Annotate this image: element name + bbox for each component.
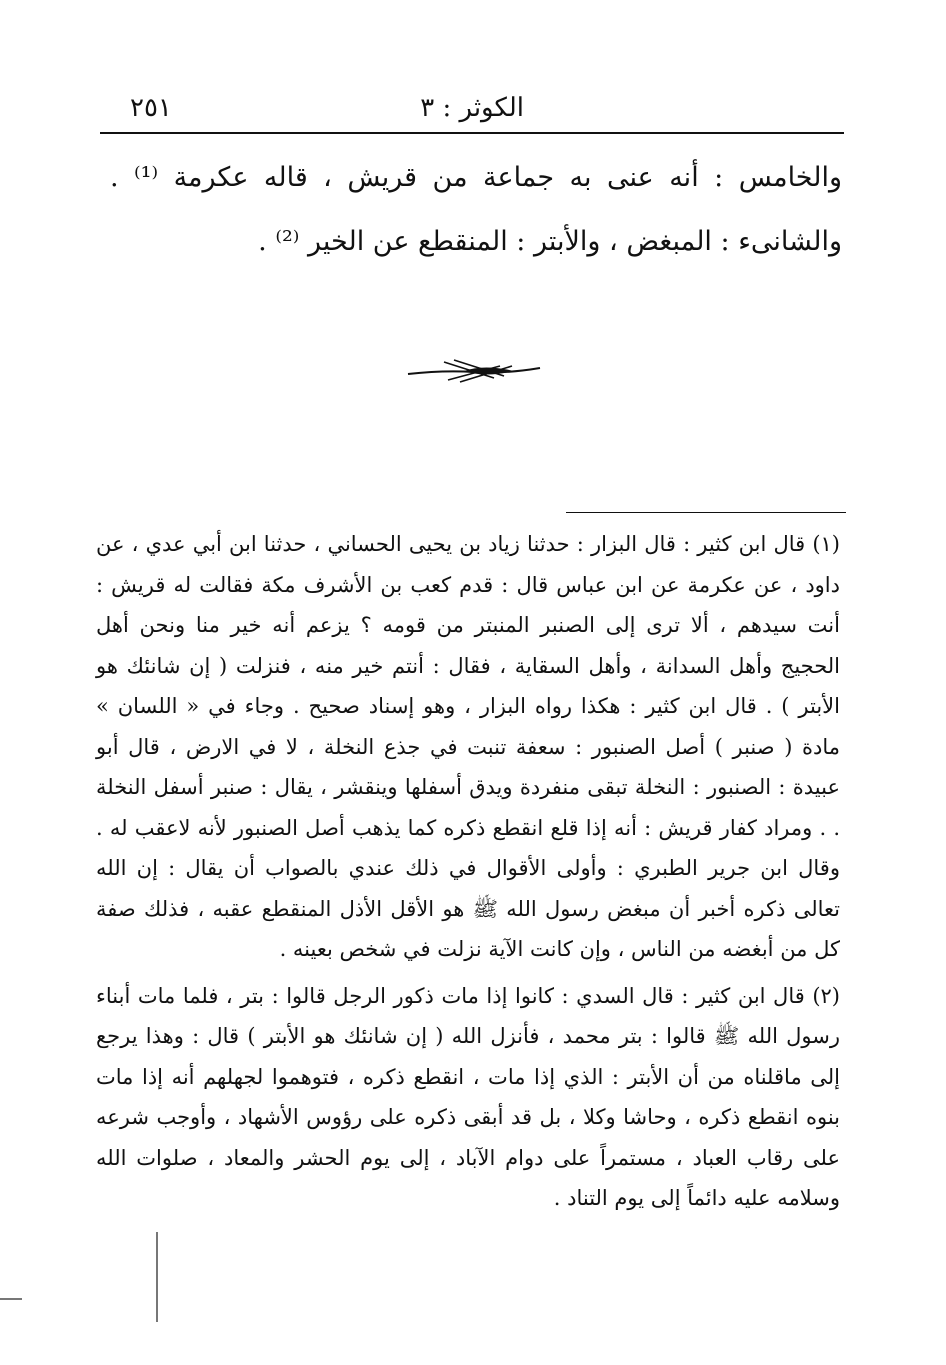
footnote-rule xyxy=(566,512,846,513)
footnote-2: (٢) قال ابن كثير : قال السدي : كانوا إذا مات ذكور الرجل قالوا : بتر ، فلما مات أبناء رسول الله ﷺ قالوا : بتر محمد ، فأنزل الله ( إن شانئك هو الأبتر ) قال : وهذا يرجع إلى ماقلناه من أن الأبتر : الذي إذا مات ، انقطع ذكره ، فتوهموا لجهلهم أنه إذا مات بنوه انقطع ذكره ، وحاشا وكلا ، بل قد أبقى ذكره على رؤوس الأشهاد ، وأوجب شرعه على رقاب العباد ، مستمراً على دوام الآباد ، إلى يوم الحشر والمعاد ، صلوات الله وسلامه عليه دائماً إلى يوم التناد . xyxy=(96,983,840,1210)
running-header xyxy=(100,88,844,128)
scan-artifact-line xyxy=(156,1232,158,1322)
chapter-title: الكوثر : ٣ xyxy=(420,93,524,123)
main-text xyxy=(110,146,842,274)
footnote-1: (١) قال ابن كثير : قال البزار : حدثنا زياد بن يحيى الحساني ، حدثنا ابن أبي عدي ، عن داود ، عن عكرمة عن ابن عباس قال : قدم كعب بن الأشرف مكة فقالت له قريش : أنت سيدهم ، ألا ترى إلى الصنبر المنبتر من قومه ؟ يزعم أنه خير منا ونحن أهل الحجيج وأهل السدانة ، وأهل السقاية ، فقال : أنتم خير منه ، فنزلت ( إن شانئك هو الأبتر ) . قال ابن كثير : هكذا رواه البزار ، وهو إسناد صحيح . وجاء في « اللسان » مادة ( صنبر ) أصل الصنبور : سعفة تنبت في جذع النخلة ، لا في الارض ، قال أبو عبيدة : الصنبور : النخلة تبقى منفردة ويدق أسفلها وينقشر ، يقال : صنبر أسفل النخلة . . ومراد كفار قريش : أنه إذا قلع انقطع ذكره كما يذهب أصل الصنبور لأنه لاعقب له . وقال ابن جرير الطبري : وأولى الأقوال في ذلك عندي بالصواب أن يقال : إن الله تعالى ذكره أخبر أن مبغض رسول الله ﷺ هو الأقل الأذل المنقطع عقبه ، فذلك صفة كل من أبغضه من الناس ، وإن كانت الآية نزلت في شخص بعينه . xyxy=(96,532,840,961)
ornament-divider xyxy=(404,352,544,388)
header-rule xyxy=(100,132,844,134)
scan-artifact-dash xyxy=(0,1298,22,1300)
footnotes-section xyxy=(96,524,840,1225)
main-paragraph: والخامس : أنه عنى به جماعة من قريش ، قاله عكرمة ⁽¹⁾ . والشانىء : المبغض ، والأبتر : المنقطع عن الخير ⁽²⁾ . xyxy=(110,162,843,257)
page-number: ٢٥١ xyxy=(130,93,172,123)
